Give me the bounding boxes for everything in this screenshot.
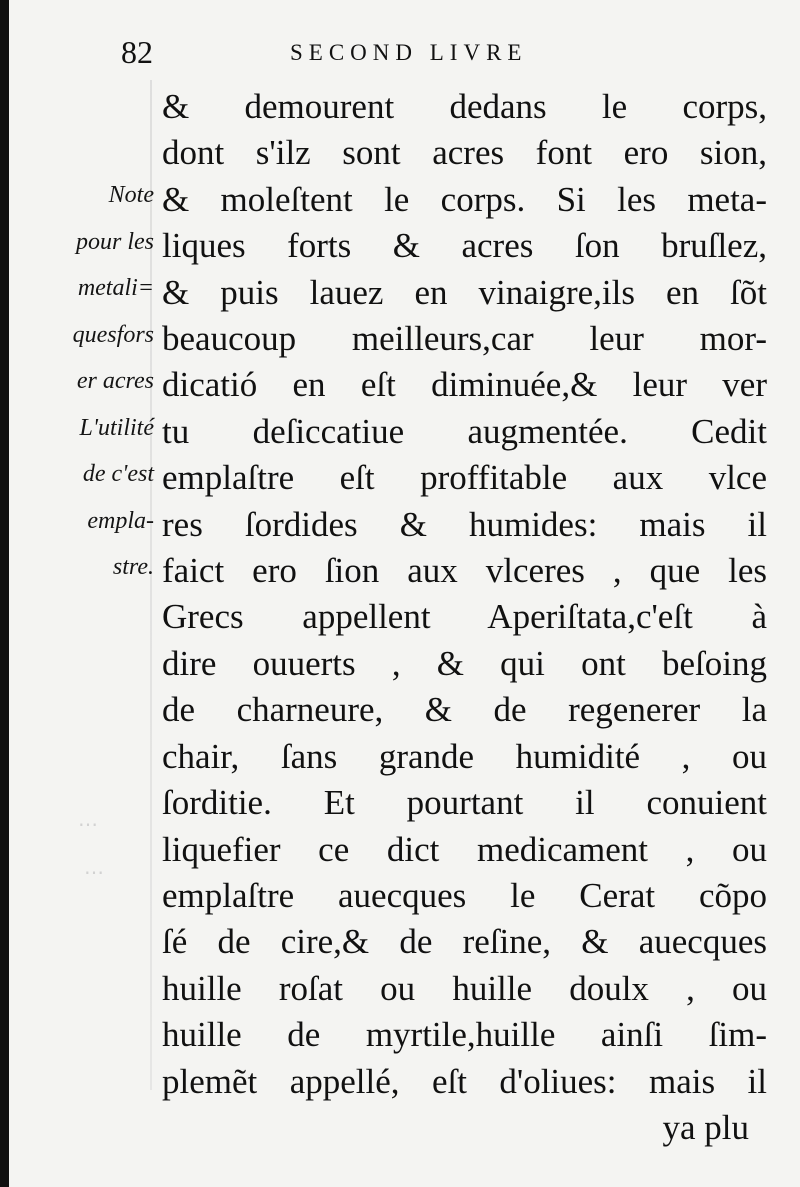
margin-note-line: stre. xyxy=(112,554,154,580)
text-line: ſé de cire,& de reſine, & auecques xyxy=(162,922,767,962)
text-line: ſorditie. Et pourtant il conuient xyxy=(162,783,767,823)
text-line: & puis lauez en vinaigre,ils en ſõt xyxy=(162,272,767,312)
text-line: chair, ſans grande humidité , ou xyxy=(162,736,767,776)
bleed-through-decoration: ⋯ xyxy=(84,862,104,884)
margin-note-line: quesfors xyxy=(72,321,154,348)
text-line: & moleſtent le corps. Si les meta- xyxy=(162,179,767,219)
main-text-column xyxy=(162,84,767,1151)
margin-note-line: Note xyxy=(108,182,154,208)
text-line: plemẽt appellé, eſt d'oliues: mais il xyxy=(162,1061,767,1101)
text-line: faict ero ſion aux vlceres , que les xyxy=(162,551,767,591)
text-line: dire ouuerts , & qui ont beſoing xyxy=(162,643,767,683)
text-line: dont s'ilz sont acres font ero sion, xyxy=(162,133,767,173)
margin-note-line: er acres xyxy=(76,368,154,394)
text-line: Grecs appellent Aperiſtata,c'eſt à xyxy=(162,597,767,637)
text-line: res ſordides & humides: mais il xyxy=(162,504,767,544)
text-line: huille de myrtile,huille ainſi ſim- xyxy=(162,1015,767,1055)
text-line: & demourent dedans le corps, xyxy=(162,87,767,126)
text-line: dicatió en eſt diminuée,& leur ver xyxy=(162,365,767,405)
margin-note-line: empla- xyxy=(87,507,154,534)
margin-note-line: de c'est xyxy=(82,461,154,487)
text-line: emplaſtre eſt proffitable aux vlce xyxy=(162,458,767,498)
text-line: huille roſat ou huille doulx , ou xyxy=(162,968,767,1008)
text-line: de charneure, & de regenerer la xyxy=(162,690,767,730)
marginal-notes xyxy=(18,172,154,591)
text-line: liques forts & acres ſon bruſlez, xyxy=(162,226,767,266)
text-line: tu deſiccatiue augmentée. Cedit xyxy=(162,411,767,451)
text-line: liquefier ce dict medicament , ou xyxy=(162,829,767,869)
margin-note-line: L'utilité xyxy=(79,414,154,441)
page-edge-shadow xyxy=(0,0,9,1187)
page-number: 82 xyxy=(121,34,153,70)
margin-note-line: pour les xyxy=(76,228,154,255)
text-line: beaucoup meilleurs,car leur mor- xyxy=(162,319,767,359)
running-title: SECOND LIVRE xyxy=(290,40,528,65)
text-line: emplaſtre auecques le Cerat cõpo xyxy=(162,875,767,915)
bleed-through-decoration: ⋯ xyxy=(78,814,98,836)
catchword-line: ya plu xyxy=(662,1107,749,1147)
margin-note-line: metali= xyxy=(77,275,154,301)
